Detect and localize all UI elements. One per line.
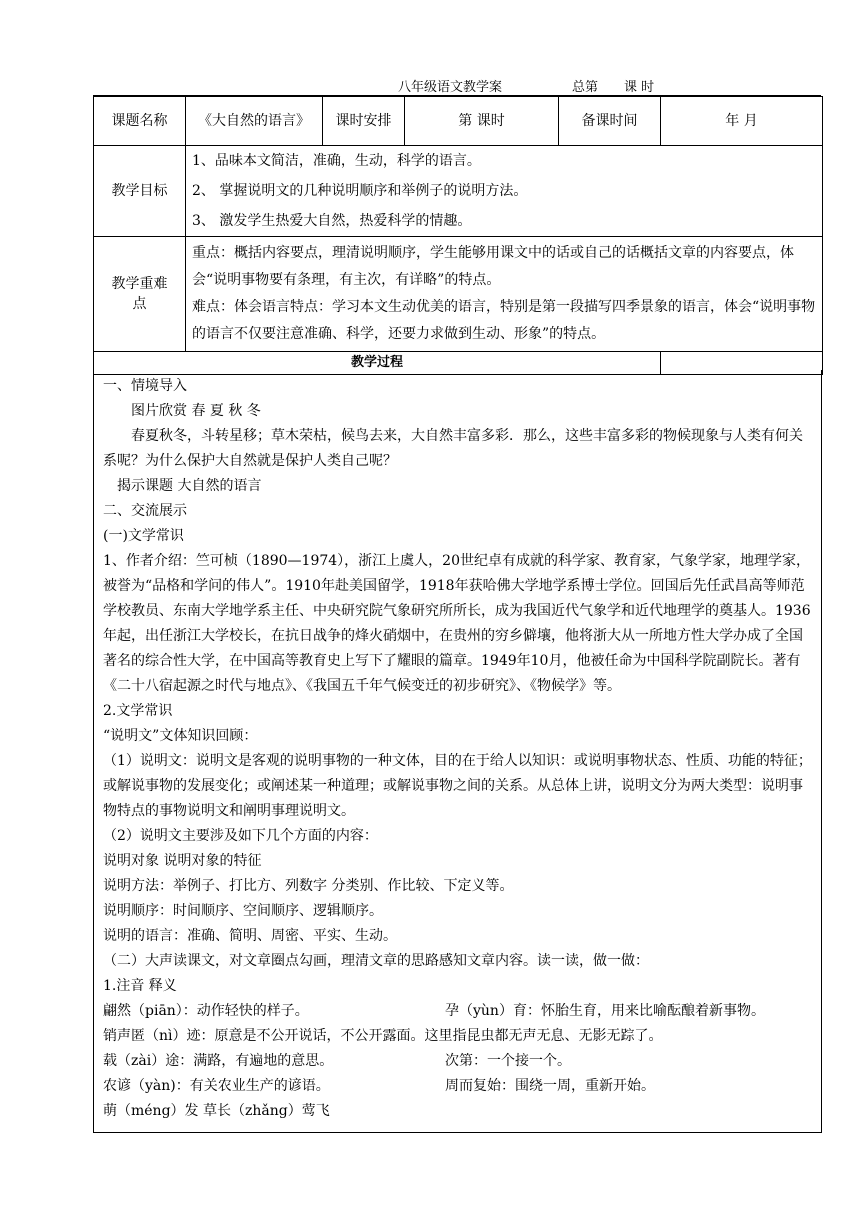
page-header xyxy=(0,74,860,96)
reveal-topic: 揭示课题 大自然的语言 xyxy=(117,478,262,494)
vocab-item: 农谚（yàn)：有关农业生产的谚语。 xyxy=(103,1078,330,1094)
prep-time-label: 备课时间 xyxy=(559,97,661,146)
difficulty-points: 难点：体会语言特点：学习本文生动优美的语言，特别是第一段描写四季景象的语言，体会“说明事物的语言不仅要注意准确、科学，还要力求做到生动、形象”的特点。 xyxy=(192,299,816,342)
genre-aspects: （2）说明文主要涉及如下几个方面的内容： xyxy=(103,828,378,844)
vocab-item: 销声匿（nì）迹：原意是不公开说话，不公开露面。这里指昆虫都无声无息、无影无踪了。 xyxy=(103,1028,663,1044)
total-label: 总第 xyxy=(572,80,599,95)
subsection-heading: 2.文学常识 xyxy=(103,703,173,719)
genre-methods: 说明方法：举例子、打比方、列数字 分类别、作比较、下定义等。 xyxy=(103,878,514,894)
course-title: 八年级语文教学案 xyxy=(398,80,503,95)
section-heading: 一、情境导入 xyxy=(103,378,187,394)
process-content xyxy=(103,374,815,1124)
goals-label: 教学目标 xyxy=(94,146,186,237)
section-heading: 二、交流展示 xyxy=(103,503,187,519)
vocab-row xyxy=(103,1074,815,1099)
topic-label: 课题名称 xyxy=(94,97,186,146)
vocab-item: 次第：一个接一个。 xyxy=(445,1053,571,1069)
lesson-plan-table xyxy=(93,96,823,375)
hours-value: 第 课时 xyxy=(405,97,559,146)
intro-paragraph: 春夏秋冬，斗转星移；草木荣枯，候鸟去来，大自然丰富多彩．那么，这些丰富多彩的物候现象与人类有何关系呢？为什么保护大自然就是保护人类自己呢？ xyxy=(103,428,803,469)
vocab-row xyxy=(103,1049,815,1074)
vocab-item: 载（zài）途：满路，有遍地的意思。 xyxy=(103,1053,334,1069)
picture-appreciation: 图片欣赏 春 夏 秋 冬 xyxy=(131,403,261,419)
genre-definition: （1）说明文：说明文是客观的说明事物的一种文体，目的在于给人以知识：或说明事物状态、性质、功能的特征；或解说事物的发展变化；或阐述某一种道理；或解说事物之间的关系。从总体上讲，说明文分为两大类型：说明事物特点的事物说明文和阐明事理说明文。 xyxy=(103,753,812,819)
vocab-item: 周而复始：围绕一周，重新开始。 xyxy=(445,1078,655,1094)
vocab-row xyxy=(103,1099,815,1124)
subsection-heading: (一)文学常识 xyxy=(103,528,184,544)
genre-language: 说明的语言：准确、简明、周密、平实、生动。 xyxy=(103,928,397,944)
read-aloud-task: （二）大声读课文，对文章圈点勾画，理清文章的思路感知文章内容。读一读，做一做： xyxy=(103,953,649,969)
vocab-item: 孕（yùn）育：怀胎生育，用来比喻酝酿着新事物。 xyxy=(445,1003,765,1019)
lesson-label: 课 时 xyxy=(624,80,655,95)
process-heading: 教学过程 xyxy=(94,352,661,375)
hours-label: 课时安排 xyxy=(323,97,405,146)
key-difficulty-text xyxy=(186,237,823,352)
goal-item: 1、品味本文简洁，准确，生动，科学的语言。 xyxy=(192,153,481,169)
vocab-heading: 1.注音 释义 xyxy=(103,978,177,994)
vocab-row xyxy=(103,1024,815,1049)
goal-item: 2、 掌握说明文的几种说明顺序和举例子的说明方法。 xyxy=(192,183,528,199)
genre-review: “说明文”文体知识回顾： xyxy=(103,728,258,744)
key-difficulty-label: 教学重难点 xyxy=(94,237,186,352)
vocab-item: 萌（méng）发 草长（zhǎng）莺飞 xyxy=(103,1103,330,1119)
genre-order: 说明顺序：时间顺序、空间顺序、逻辑顺序。 xyxy=(103,903,383,919)
author-intro: 1、作者介绍：竺可桢（1890—1974），浙江上虞人，20世纪卓有成就的科学家、教育家，气象学家，地理学家，被誉为“品格和学问的伟人”。1910年赴美国留学，1918年获哈佛大学地学系博士学位。回国后先任武昌高等师范学校教员、东南大学地学系主任、中央研究院气象研究所所长，成为我国近代气象学和近代地理学的奠基人。1936 年起，出任浙江大学校长，在抗日战争的烽火硝烟中，在贵州的穷乡僻壤，他将浙大从一所地方性大学办成了全国著名的综合性大学，在中国高等教育史上写下了耀眼的篇章。1949年10月，他被任命为中国科学院副院长。著有《二十八宿起源之时代与地点》、《我国五千年气候变迁的初步研究》、《物候学》等。 xyxy=(103,553,811,694)
vocab-row xyxy=(103,999,815,1024)
goal-item: 3、 激发学生热爱大自然，热爱科学的情趣。 xyxy=(192,213,472,229)
prep-time-value: 年 月 xyxy=(661,97,823,146)
genre-object: 说明对象 说明对象的特征 xyxy=(103,853,262,869)
vocab-item: 翩然（piān）：动作轻快的样子。 xyxy=(103,1003,309,1019)
goals-list xyxy=(186,146,823,237)
topic-value: 《大自然的语言》 xyxy=(186,97,323,146)
key-points: 重点：概括内容要点，理清说明顺序，学生能够用课文中的话或自己的话概括文章的内容要点，体会“说明事物要有条理，有主次，有详略”的特点。 xyxy=(192,245,794,288)
